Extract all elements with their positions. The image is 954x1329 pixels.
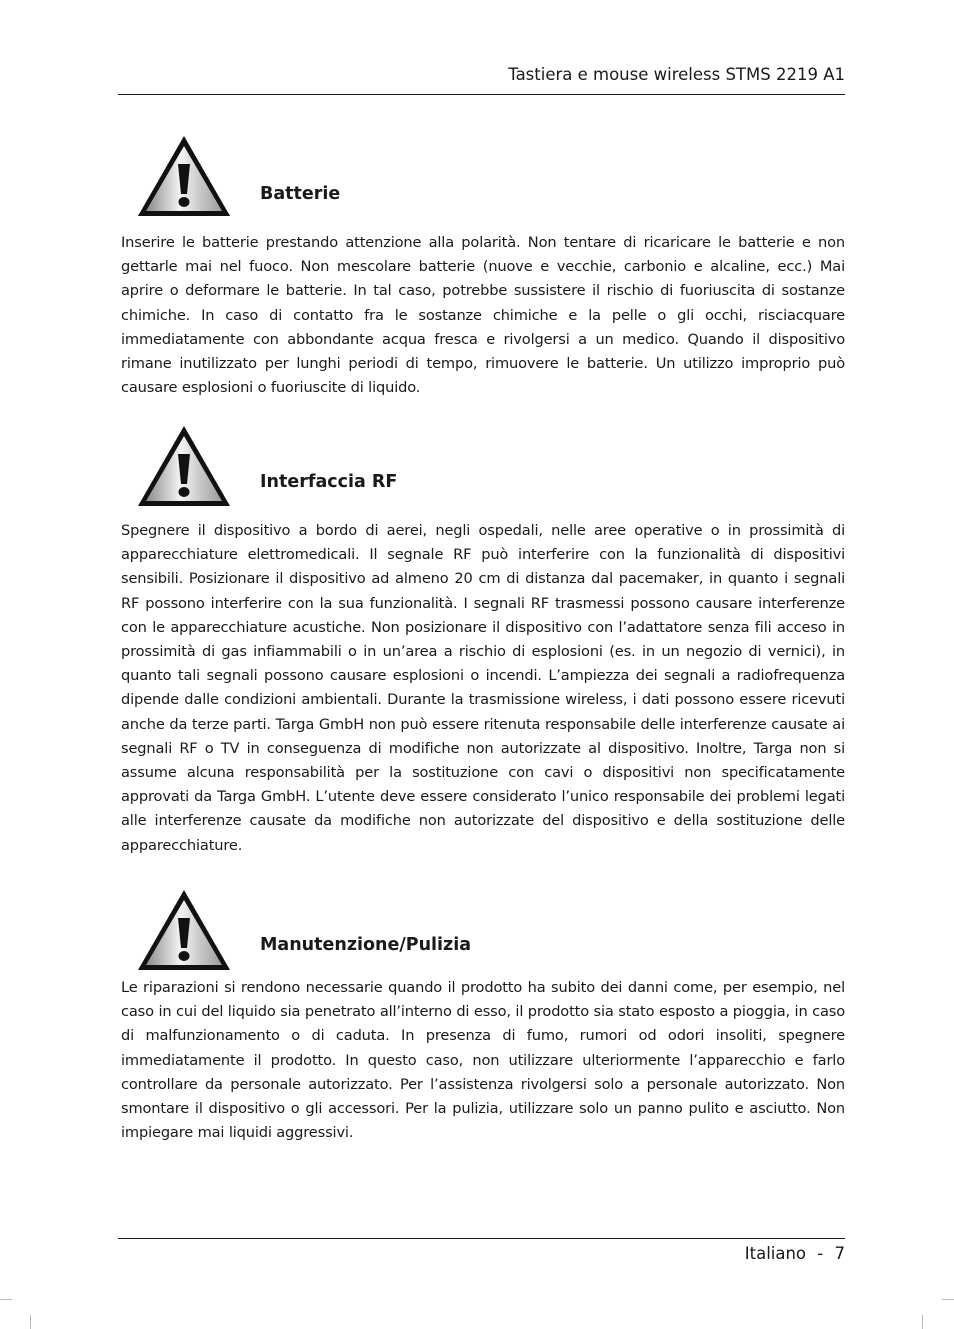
footer-page-number: 7 — [834, 1244, 845, 1263]
page-footer — [118, 1240, 845, 1268]
section-text-manutenzione-pulizia: Le riparazioni si rendono necessarie quando il prodotto ha subito dei danni come, per esempio, nel caso in cui del liquido sia penetrato all’interno di esso, il prodotto sia stato esposto a pioggia, in caso di malfunzionamento o di caduta. In presenza di fumo, rumori od odori insoliti, spegnere immediatamente il prodotto. In questo caso, non utilizzare ulteriormente l’apparecchio e farlo controllare da personale autorizzato. Per l’assistenza rivolgersi solo a personale autorizzato. Non smontare il dispositivo o gli accessori. Per la pulizia, utilizzare solo un panno pulito e asciutto. Non impiegare mai liquidi aggressivi. — [121, 979, 845, 1142]
header-title: Tastiera e mouse wireless STMS 2219 A1 — [508, 65, 845, 84]
section-text-batterie: Inserire le batterie prestando attenzione alla polarità. Non tentare di ricaricare le batterie e non gettarle mai nel fuoco. Non mescolare batterie (nuove e vecchie, carbonio e alcaline, ecc.) Mai aprire o deformare le batterie. In tal caso, potrebbe sussistere il rischio di fuoriuscita di sostanze chimiche. In caso di contatto fra le sostanze chimiche e la pelle o gli occhi, risciacquare immediatamente con abbondante acqua fresca e rivolgersi a un medico. Quando il dispositivo rimane inutilizzato per lunghi periodi di tempo, rimuovere le batterie. Un utilizzo improprio può causare esplosioni o fuoriuscite di liquido. — [121, 234, 845, 397]
header-rule — [118, 94, 845, 95]
warning-triangle-icon — [136, 134, 232, 218]
footer-language: Italiano — [744, 1244, 807, 1263]
crop-mark — [942, 1299, 954, 1300]
footer-rule — [118, 1238, 845, 1239]
crop-mark — [30, 1315, 31, 1329]
warning-triangle-icon — [136, 424, 232, 508]
section-title-manutenzione-pulizia: Manutenzione/Pulizia — [260, 935, 472, 955]
footer-separator: - — [817, 1244, 824, 1263]
warning-triangle-icon — [136, 888, 232, 972]
page-header — [118, 62, 845, 88]
section-title-interfaccia-rf: Interfaccia RF — [260, 472, 398, 492]
crop-mark — [922, 1315, 923, 1329]
section-title-batterie: Batterie — [260, 184, 341, 204]
crop-mark — [0, 1299, 12, 1300]
section-text-interfaccia-rf: Spegnere il dispositivo a bordo di aerei, negli ospedali, nelle aree operative o in prossimità di apparecchiature elettromedicali. Il segnale RF può interferire con la funzionalità di dispositivi sensibili. Posizionare il dispositivo ad almeno 20 cm di distanza dal pacemaker, in quanto i segnali RF possono interferire con la sua funzionalità. I segnali RF trasmessi possono causare interferenze con le apparecchiature acustiche. Non posizionare il dispositivo con l’adattatore senza fili acceso in prossimità di gas infiammabili o in un’area a rischio di esplosioni (es. in un negozio di vernici), in quanto tali segnali possono causare esplosioni o incendi. L’ampiezza dei segnali a radiofrequenza dipende dalle condizioni ambientali. Durante la trasmissione wireless, i dati possono essere ricevuti anche da terze parti. Targa GmbH non può essere ritenuta responsabile delle interferenze causate ai segnali RF o TV in conseguenza di modifiche non autorizzate al dispositivo. Inoltre, Targa non si assume alcuna responsabilità per la sostituzione con cavi o dispositivi non specificatamente approvati da Targa GmbH. L’utente deve essere considerato l’unico responsabile dei problemi legati alle interferenze causate da modifiche non autorizzate del dispositivo e della sostituzione delle apparecchiature. — [121, 522, 845, 854]
